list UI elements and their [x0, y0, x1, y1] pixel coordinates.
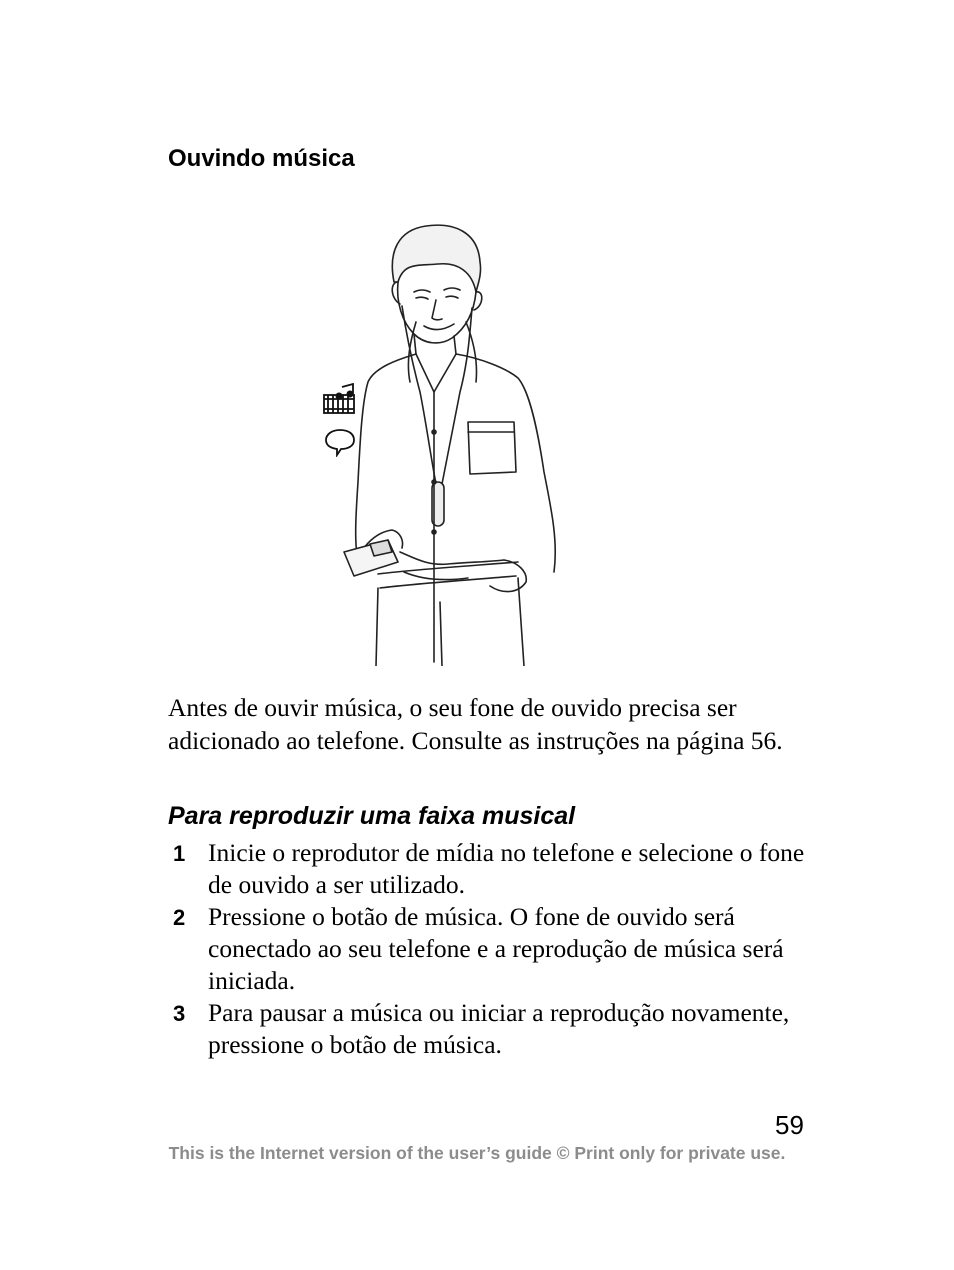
step-text: Inicie o reprodutor de mídia no telefone e selecione o fone de ouvido a ser utilizado. — [208, 838, 805, 899]
intro-paragraph: Antes de ouvir música, o seu fone de ouvido precisa ser adicionado ao telefone. Consulte as instruções na página 56. — [168, 693, 783, 755]
steps-list — [168, 837, 818, 1061]
step-number: 3 — [173, 1001, 186, 1026]
step-number: 1 — [173, 841, 186, 866]
section-subheading: Para reproduzir uma faixa musical — [168, 802, 576, 830]
footer-notice: This is the Internet version of the user’s guide © Print only for private use. — [168, 1143, 786, 1163]
page-number: 59 — [775, 1110, 804, 1140]
media-player-icon — [322, 383, 358, 415]
step-item — [168, 837, 818, 901]
step-text: Pressione o botão de música. O fone de ouvido será conectado ao seu telefone e a reprodução de música será iniciada. — [208, 902, 784, 995]
speech-bubble-icon — [324, 427, 356, 457]
step-number: 2 — [173, 905, 186, 930]
step-item — [168, 997, 818, 1061]
man-headset-illustration — [318, 222, 588, 666]
step-text: Para pausar a música ou iniciar a reprodução novamente, pressione o botão de música. — [208, 998, 790, 1059]
step-item — [168, 901, 818, 997]
page-heading: Ouvindo música — [168, 145, 355, 172]
